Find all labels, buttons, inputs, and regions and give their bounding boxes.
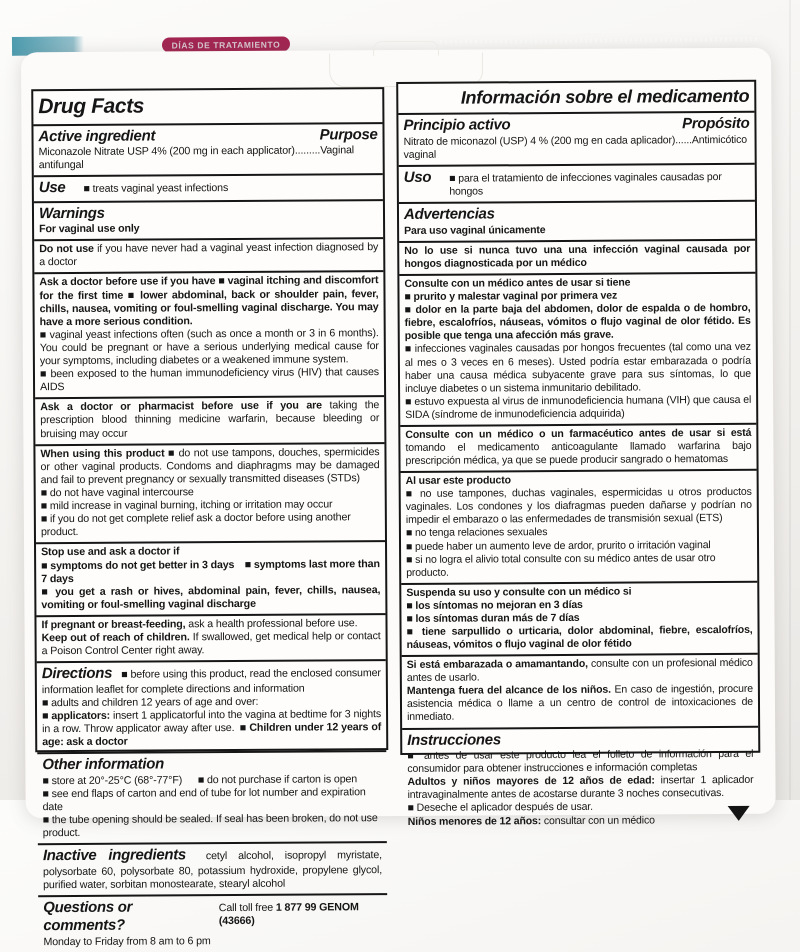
spanish-title-section <box>398 82 754 113</box>
directions-heading: Directions <box>41 665 113 683</box>
al-usar-heading: Al usar este producto <box>405 474 511 488</box>
uso-heading: Uso <box>403 168 432 187</box>
consulte-heading: Consulte con un médico antes de usar si tiene <box>404 276 631 290</box>
questions-heading: Questions or comments? <box>43 898 133 935</box>
warnings-heading-section <box>34 199 383 240</box>
active-ingredient-line: Miconazole Nitrate USP 4% (200 mg in each applicator).........Vaginal antifungal <box>38 144 355 172</box>
use-text: ■ treats vaginal yeast infections <box>83 182 229 196</box>
questions-section <box>38 893 387 952</box>
suspenda-bullet: ■ los síntomas duran más de 7 días <box>406 611 580 625</box>
instrucciones-adultos: Adultos y niños mayores de 12 años de edad: insertar 1 aplicador intravaginalmente antes de acostarse durante 3 noches consecutivas. <box>407 774 754 802</box>
keep-out-of-reach-text: Keep out of reach of children. If swallowed, get medical help or contact a Poison Control Center right away. <box>41 630 381 658</box>
proposito-heading: Propósito <box>682 115 750 133</box>
stop-use-section <box>36 541 385 616</box>
instrucciones-bullet: ■ antes de usar este producto lea el folleto de información para el consumidor para obtener instrucciones e información completas <box>407 747 754 776</box>
pregnant-text: If pregnant or breast-feeding, ask a health professional before use. <box>41 617 358 632</box>
purpose-heading: Purpose <box>319 125 378 144</box>
other-info-bullet: ■ see end flaps of carton and end of tube for lot number and expiration date <box>42 785 366 814</box>
ask-doctor-lead: Ask a doctor before use if you have ■ vaginal itching and discomfort for the first time ■ lower abdominal, back or shoulder pain, fever, chills, nausea, vomiting or foul-smelling vaginal discharge. You may have a more serious condition. <box>39 274 379 328</box>
other-information-heading: Other information <box>42 755 164 774</box>
drug-facts-title-section <box>33 89 382 124</box>
directions-intro: Directions ■ before using this product, read the enclosed consumer information leaflet for complete directions and information <box>41 665 381 696</box>
consulte-medico-section <box>399 272 756 425</box>
other-information-section <box>37 750 387 843</box>
when-using-bullet: ■ do not have vaginal intercourse <box>40 486 194 500</box>
suspenda-bullet: ■ los síntomas no mejoran en 3 días <box>406 598 583 612</box>
inactive-ingredients-section <box>38 841 387 895</box>
advertencias-subheading: Para uso vaginal únicamente <box>404 223 546 237</box>
continuation-triangle-icon <box>728 805 750 820</box>
other-info-bullet: ■ store at 20°-25°C (68°-77°F) ■ do not purchase if carton is open <box>42 772 358 787</box>
do-not-use-section <box>34 237 383 272</box>
spanish-info-panel <box>396 80 760 828</box>
embarazada-section <box>402 653 758 728</box>
consulte-bullet: ■ estuvo expuesta al virus de inmunodeficiencia humana (VIH) que causa el SIDA (síndrome de inmunodeficiencia adquirida) <box>405 393 752 421</box>
consulte-farmaceutico-section <box>400 423 756 471</box>
principio-activo-section <box>398 111 754 165</box>
drug-facts-title: Drug Facts <box>38 94 145 119</box>
stop-use-heading: Stop use and ask a doctor if <box>41 545 180 559</box>
warnings-heading: Warnings <box>38 204 105 222</box>
questions-phone-line: Call toll free 1 877 99 GENOM (43666) <box>218 901 359 927</box>
uso-section <box>399 163 755 202</box>
active-ingredient-heading: Active ingredient <box>38 127 156 145</box>
al-usar-bullet: ■ no use tampones, duchas vaginales, espermicidas u otros productos vaginales. Los condones y los diafragmas pueden dañarse y podrían no impedir el embarazo o las enfermedades de transmisión sexual (ETS) <box>405 486 752 527</box>
consulte-bullet: ■ infecciones vaginales causadas por hongos frecuentes (tal como una vez al mes o 3 veces en 6 meses). Usted podría estar embarazada o podría haber una causa médica subyacente grave para sus síntomas, lo que incluye diabetes o un sistema inmunitario debilitado. <box>404 341 752 395</box>
do-not-use-text: Do not use if you have never had a vaginal yeast infection diagnosed by a doctor <box>39 241 379 269</box>
principio-activo-line: Nitrato de miconazol (USP) 4 % (200 mg en cada aplicador)......Antimicótico vaginal <box>403 133 747 161</box>
embarazada-text: Si está embarazada o amamantando, consulte con un profesional médico antes de usarlo. <box>406 656 753 685</box>
consulte-bullet: ■ dolor en la parte baja del abdomen, dolor de espalda o de hombro, fiebre, escalofríos, náuseas, vómitos o flujo vaginal de olor fétido. Es posible que tenga una afección más grave. <box>404 302 751 343</box>
directions-bullet: ■ adults and children 12 years of age and over: <box>41 695 259 710</box>
phone-number: 1 877 99 GENOM (43666) <box>218 901 359 927</box>
mantenga-fuera-text: Mantenga fuera del alcance de los niños. En caso de ingestión, procure asistencia médica o llame a un centro de control de intoxicaciones de inmediato. <box>406 683 754 724</box>
active-ingredient-section <box>33 122 382 176</box>
warnings-subheading: For vaginal use only <box>39 222 140 236</box>
spanish-title: Información sobre el medicamento <box>460 85 750 108</box>
stop-use-bullet: ■ symptoms do not get better in 3 days ■ symptoms last more than 7 days <box>41 557 380 585</box>
ask-doctor-bullet: ■ vaginal yeast infections often (such as once a month or 3 in 6 months). You could be pregnant or have a serious underlying medical cause for your symptoms, including diabetes or a weakened immune system. <box>39 326 379 368</box>
when-using-text: When using this product ■ do not use tampons, douches, spermicides or other vaginal products. Condoms and diaphragms may be damaged and fail to prevent pregnancy or sexually transmitted diseases (STDs) <box>40 445 380 487</box>
inactive-ingredients-heading: Inactive ingredients <box>42 846 186 865</box>
consulte-farmaceutico-text: Consulte con un médico o un farmacéutico antes de usar si está tomando el medicamento anticoagulante llamado warfarina bajo prescripción médica, ya que se puede producir sangrado o hematomas <box>405 426 752 468</box>
use-section <box>34 173 383 201</box>
other-info-bullet: ■ the tube opening should be sealed. If seal has been broken, do not use product. <box>42 812 378 840</box>
suspenda-heading: Suspenda su uso y consulte con un médico si <box>406 585 632 599</box>
al-usar-bullet: ■ puede haber un aumento leve de ardor, prurito o irritación vaginal <box>405 538 711 553</box>
when-using-bullet: ■ mild increase in vaginal burning, itching or irritation may occur <box>40 498 333 513</box>
instrucciones-section <box>402 725 759 831</box>
directions-applicators: ■ applicators: insert 1 applicatorful into the vagina at bedtime for 3 nights in a row. Throw applicator away after use. ■ Children under 12 years of age: ask a doctor <box>42 708 382 749</box>
principio-activo-heading: Principio activo <box>403 116 511 135</box>
al-usar-bullet: ■ no tenga relaciones sexuales <box>405 526 548 540</box>
ask-pharmacist-text: Ask a doctor or pharmacist before use if you are taking the prescription blood thinning medicine warfarin, because bleeding or bruising may occur <box>40 399 380 440</box>
inactive-ingredients-text: Inactive ingredients cetyl alcohol, isopropyl myristate, polysorbate 60, polysorbate 80, potassium hydroxide, propylene glycol, purified water, sorbitan monostearate, stearyl alcohol <box>42 846 383 891</box>
no-lo-use-section <box>399 239 755 274</box>
suspenda-bullet: ■ tiene sarpullido o urticaria, dolor abdominal, fiebre, escalofríos, náuseas, vómitos o flujo vaginal de olor fétido <box>406 623 753 652</box>
no-lo-use-text: No lo use si nunca tuvo una una infección vaginal causada por hongos diagnosticada por un médico <box>404 242 751 270</box>
instrucciones-bullet: ■ Deseche el aplicador después de usar. <box>407 801 593 815</box>
uso-text: ■ para el tratamiento de infecciones vaginales causadas por hongos <box>449 171 722 198</box>
drug-facts-panel <box>31 87 388 948</box>
ask-pharmacist-section <box>35 395 384 443</box>
directions-section <box>37 659 387 752</box>
al-usar-section <box>401 469 758 583</box>
when-using-section <box>35 442 385 543</box>
advertencias-heading: Advertencias <box>403 205 495 224</box>
stop-use-bullet: ■ you get a rash or hives, abdominal pain, fever, chills, nausea, vomiting or foul-smelling vaginal discharge <box>41 583 381 612</box>
treatment-days-badge-label: DÍAS DE TRATAMIENTO <box>171 39 281 51</box>
instrucciones-heading: Instrucciones <box>407 730 501 749</box>
questions-hours: Monday to Friday from 8 am to 6 pm <box>43 934 211 948</box>
ask-doctor-bullet: ■ been exposed to the human immunodeficiency virus (HIV) that causes AIDS <box>39 366 380 394</box>
ask-doctor-section <box>34 270 384 397</box>
pregnancy-section <box>36 613 385 661</box>
when-using-bullet: ■ if you do not get complete relief ask a doctor before using another product. <box>40 511 351 539</box>
use-heading: Use <box>38 179 66 197</box>
instrucciones-menores: Niños menores de 12 años: consultar con un médico <box>407 813 655 828</box>
consulte-bullet: ■ prurito y malestar vaginal por primera vez <box>404 289 618 304</box>
advertencias-heading-section <box>399 200 755 241</box>
carton-back-panel <box>21 48 776 948</box>
al-usar-bullet: ■ si no logra el alivio total consulte con su médico antes de usar otro producto. <box>406 551 716 579</box>
suspenda-section <box>401 581 757 656</box>
photo-edge-line <box>789 0 791 800</box>
